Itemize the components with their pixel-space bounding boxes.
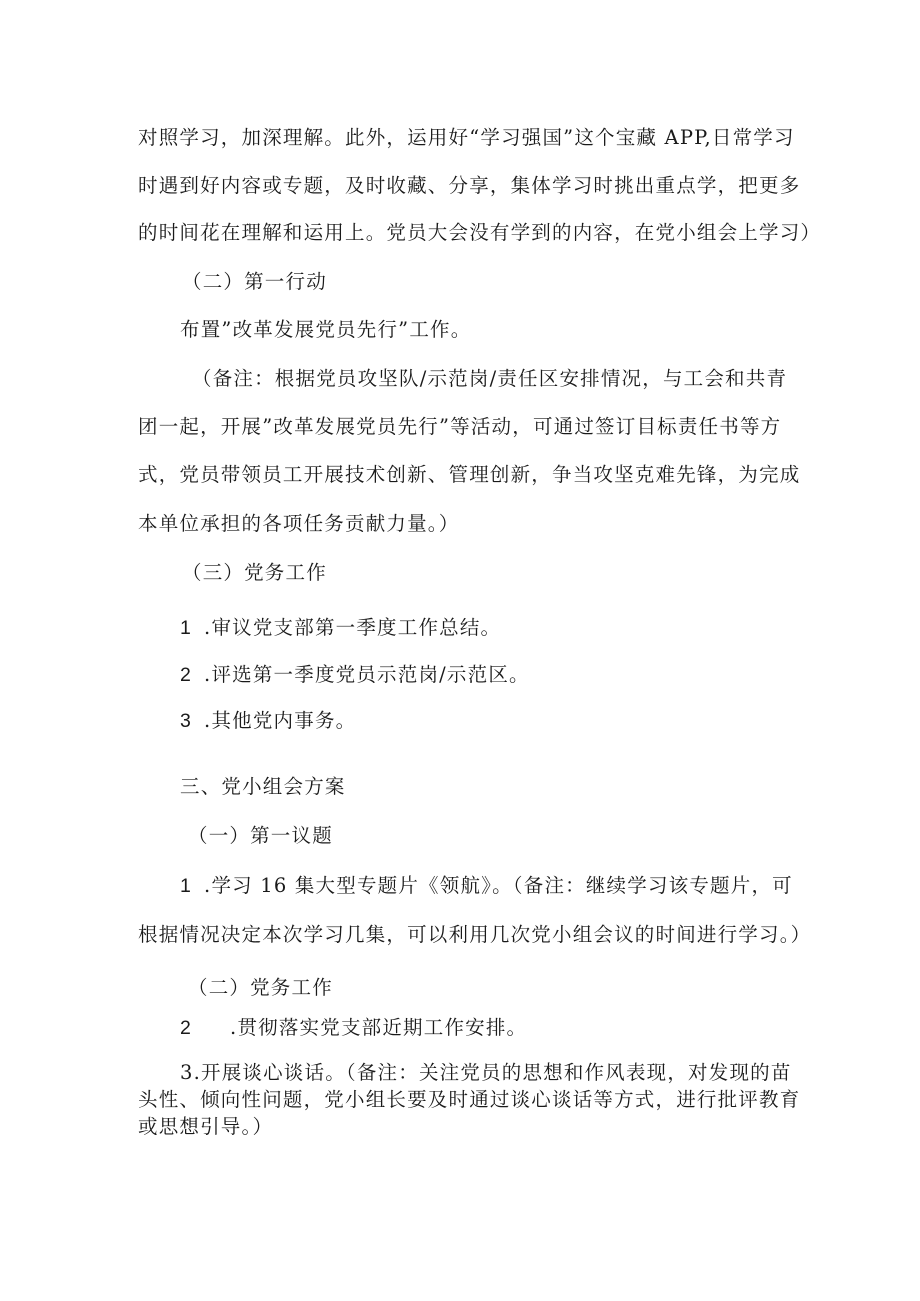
note-line: 团一起，开展”改革发展党员先行”等活动，可通过签订目标责任书等方 xyxy=(138,415,782,438)
list-item-text: .其他党内事务。 xyxy=(204,709,357,732)
list-item-text: .贯彻落实党支部近期工作安排。 xyxy=(230,1016,528,1039)
subsection-heading: （一）第一议题 xyxy=(188,824,333,847)
list-item xyxy=(180,661,530,689)
list-item-number: 1 xyxy=(180,875,193,897)
list-item xyxy=(180,614,501,642)
paragraph-line: 头性、倾向性问题，党小组长要及时通过谈心谈话等方式，进行批评教育 xyxy=(138,1088,801,1111)
section-heading: 三、党小组会方案 xyxy=(180,775,346,798)
list-item-number: 3 xyxy=(180,710,193,732)
paragraph-line: 布置”改革发展党员先行”工作。 xyxy=(180,318,472,341)
list-item-number: 2 xyxy=(180,1017,193,1039)
subsection-heading: （二）党务工作 xyxy=(188,976,333,999)
list-item-number: 2 xyxy=(180,664,193,686)
paragraph-line: 3.开展谈心谈话。（备注：关注党员的思想和作风表现，对发现的苗 xyxy=(180,1061,792,1084)
paragraph-line: 或思想引导。） xyxy=(138,1115,274,1138)
list-item xyxy=(180,1014,527,1042)
list-item-number: 1 xyxy=(180,617,193,639)
list-item xyxy=(180,707,356,735)
subsection-heading: （三）党务工作 xyxy=(182,561,327,584)
list-item-text: .评选第一季度党员示范岗/示范区。 xyxy=(204,663,530,686)
paragraph-line xyxy=(180,872,793,900)
list-item-text: .学习 16 集大型专题片《领航》。（备注：继续学习该专题片，可 xyxy=(204,874,793,897)
note-line: 式，党员带领员工开展技术创新、管理创新，争当攻坚克难先锋，为完成 xyxy=(138,463,801,486)
paragraph-line: 对照学习，加深理解。此外，运用好“学习强国”这个宝藏 APP,日常学习 xyxy=(138,126,795,149)
note-line: （备注：根据党员攻坚队/示范岗/责任区安排情况，与工会和共青 xyxy=(192,367,788,390)
paragraph-line: 根据情况决定本次学习几集，可以利用几次党小组会议的时间进行学习。） xyxy=(138,923,812,946)
list-item-text: .审议党支部第一季度工作总结。 xyxy=(204,616,502,639)
note-line: 本单位承担的各项任务贡献力量。） xyxy=(138,512,460,535)
subsection-heading: （二）第一行动 xyxy=(182,270,327,293)
paragraph-line: 时遇到好内容或专题，及时收藏、分享，集体学习时挑出重点学，把更多 xyxy=(138,174,801,197)
paragraph-line: 的时间花在理解和运用上。党员大会没有学到的内容，在党小组会上学习） xyxy=(138,221,822,244)
